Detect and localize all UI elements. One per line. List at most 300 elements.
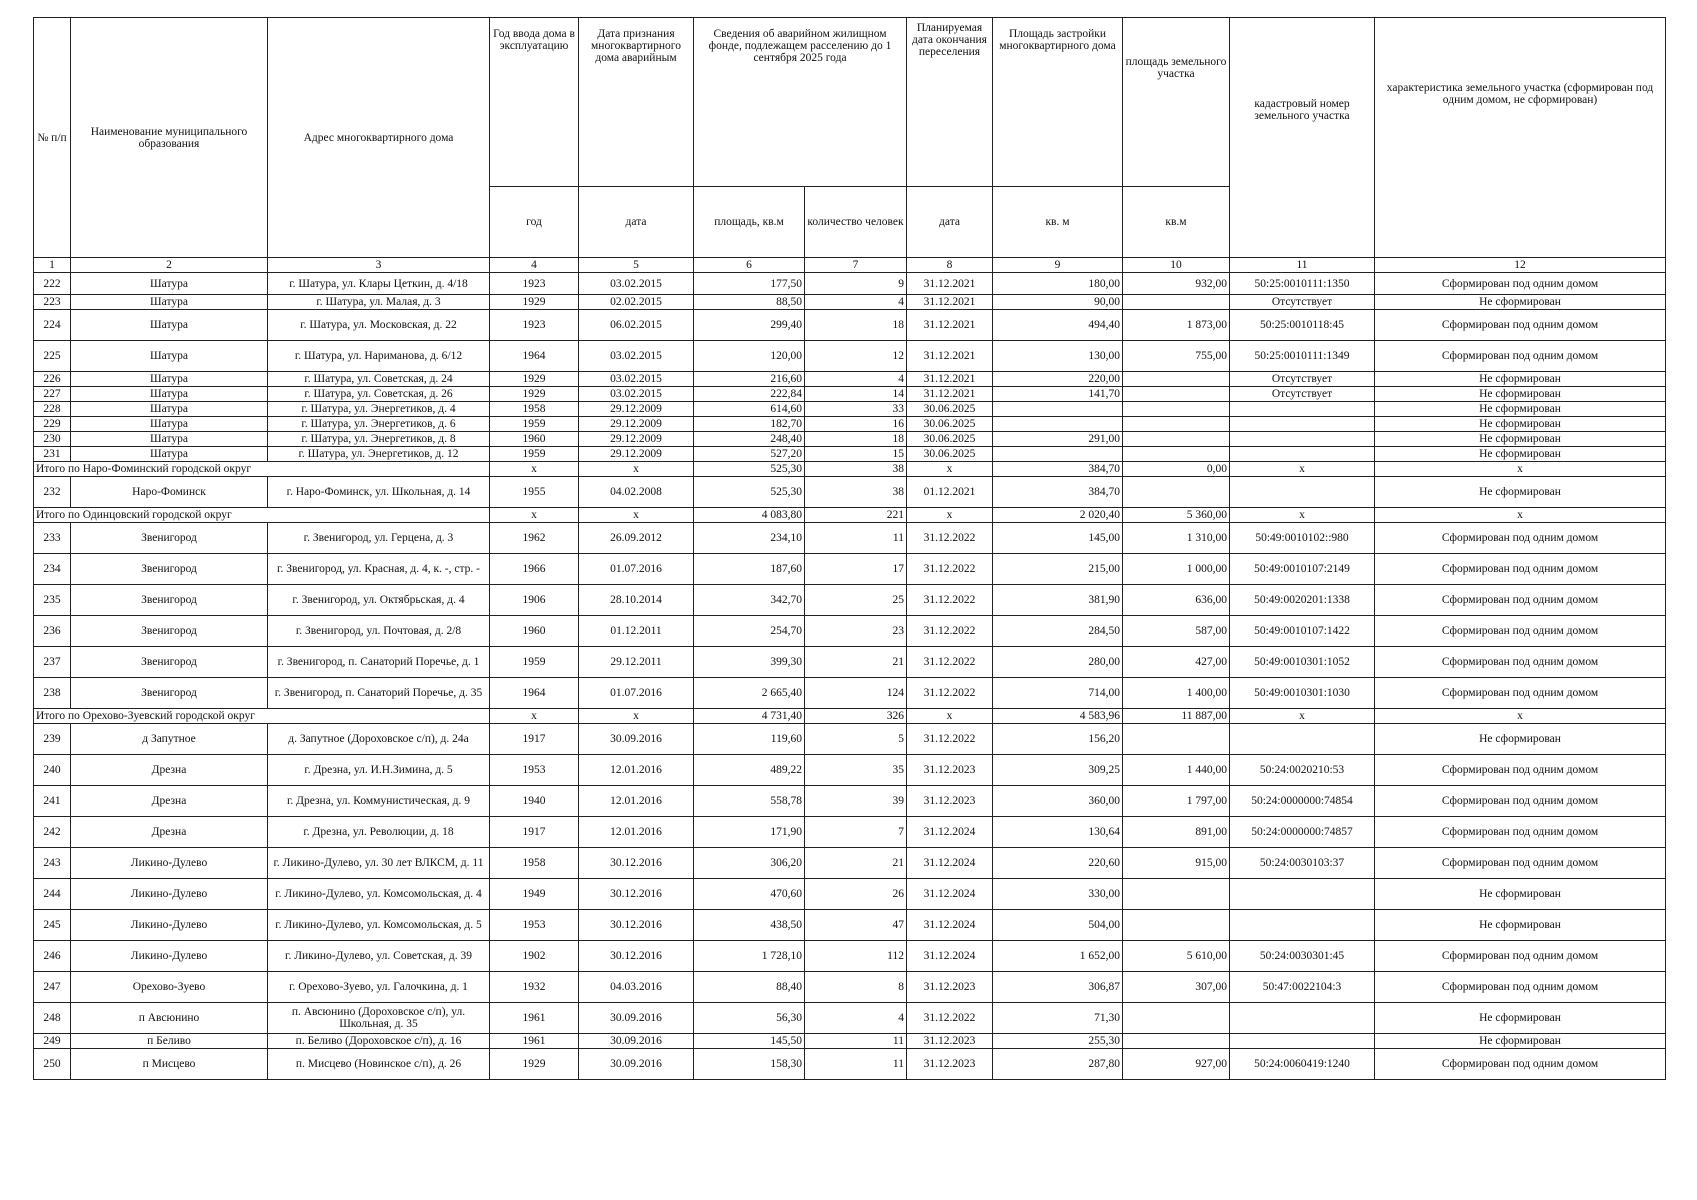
cell-cadastral-number xyxy=(1230,1034,1375,1049)
cell-area: 525,30 xyxy=(694,477,805,508)
table-row xyxy=(34,523,1666,554)
cell-date-emergency: 29.12.2009 xyxy=(579,402,694,417)
cell-municipality: Шатура xyxy=(71,310,268,341)
cell-land-characteristic: Не сформирован xyxy=(1375,372,1666,387)
cell-area: 177,50 xyxy=(694,273,805,295)
table-row xyxy=(34,1049,1666,1080)
cell-land-characteristic: Сформирован под одним домом xyxy=(1375,786,1666,817)
cell-resettle-end: 31.12.2023 xyxy=(907,972,993,1003)
cell-address: г. Ликино-Дулево, ул. Комсомольская, д. 5 xyxy=(268,910,490,941)
cell-area: 171,90 xyxy=(694,817,805,848)
cell-address: г. Звенигород, п. Санаторий Поречье, д. 1 xyxy=(268,647,490,678)
column-number: 10 xyxy=(1123,258,1230,273)
column-number: 11 xyxy=(1230,258,1375,273)
cell-municipality: Шатура xyxy=(71,387,268,402)
table-row xyxy=(34,477,1666,508)
cell-address: г. Шатура, ул. Советская, д. 26 xyxy=(268,387,490,402)
cell-row-num: 238 xyxy=(34,678,71,709)
subtotal-people-count: 221 xyxy=(805,508,907,523)
subtotal-land-characteristic: x xyxy=(1375,462,1666,477)
cell-build-area: 494,40 xyxy=(993,310,1123,341)
cell-date-emergency: 29.12.2009 xyxy=(579,417,694,432)
cell-land-characteristic: Не сформирован xyxy=(1375,1034,1666,1049)
cell-address: г. Наро-Фоминск, ул. Школьная, д. 14 xyxy=(268,477,490,508)
cell-build-area: 130,64 xyxy=(993,817,1123,848)
header-municipality: Наименование муниципального образования xyxy=(71,18,268,258)
subtotal-land-characteristic: x xyxy=(1375,709,1666,724)
subtotal-cadastral-number: x xyxy=(1230,709,1375,724)
cell-resettle-end: 31.12.2022 xyxy=(907,616,993,647)
cell-resettle-end: 31.12.2023 xyxy=(907,755,993,786)
cell-resettle-end: 31.12.2021 xyxy=(907,273,993,295)
cell-people-count: 25 xyxy=(805,585,907,616)
cell-land-area: 891,00 xyxy=(1123,817,1230,848)
cell-address: г. Ликино-Дулево, ул. Советская, д. 39 xyxy=(268,941,490,972)
cell-date-emergency: 12.01.2016 xyxy=(579,817,694,848)
cell-people-count: 11 xyxy=(805,1034,907,1049)
cell-people-count: 4 xyxy=(805,1003,907,1034)
subtotal-resettle-end: x xyxy=(907,508,993,523)
cell-people-count: 35 xyxy=(805,755,907,786)
table-row xyxy=(34,447,1666,462)
cell-build-area: 215,00 xyxy=(993,554,1123,585)
cell-resettle-end: 30.06.2025 xyxy=(907,432,993,447)
header-address: Адрес многоквартирного дома xyxy=(268,18,490,258)
cell-date-emergency: 03.02.2015 xyxy=(579,273,694,295)
cell-land-characteristic: Сформирован под одним домом xyxy=(1375,678,1666,709)
cell-address: г. Шатура, ул. Московская, д. 22 xyxy=(268,310,490,341)
table-row xyxy=(34,786,1666,817)
cell-people-count: 7 xyxy=(805,817,907,848)
cell-cadastral-number: 50:24:0000000:74854 xyxy=(1230,786,1375,817)
cell-municipality: Шатура xyxy=(71,432,268,447)
cell-row-num: 237 xyxy=(34,647,71,678)
cell-cadastral-number: 50:47:0022104:3 xyxy=(1230,972,1375,1003)
subtotal-year-commission: x xyxy=(490,462,579,477)
cell-municipality: д Запутное xyxy=(71,724,268,755)
cell-row-num: 225 xyxy=(34,341,71,372)
subtotal-year-commission: x xyxy=(490,508,579,523)
cell-date-emergency: 04.03.2016 xyxy=(579,972,694,1003)
cell-land-characteristic: Сформирован под одним домом xyxy=(1375,848,1666,879)
cell-area: 489,22 xyxy=(694,755,805,786)
cell-year-commission: 1929 xyxy=(490,1049,579,1080)
cell-municipality: Шатура xyxy=(71,417,268,432)
subtotal-land-area: 5 360,00 xyxy=(1123,508,1230,523)
cell-row-num: 246 xyxy=(34,941,71,972)
header-land-char: характеристика земельного участка (сформирован под одним домом, не сформирован) xyxy=(1375,18,1666,258)
cell-municipality: Ликино-Дулево xyxy=(71,910,268,941)
cell-land-area: 636,00 xyxy=(1123,585,1230,616)
cell-area: 56,30 xyxy=(694,1003,805,1034)
cell-resettle-end: 31.12.2021 xyxy=(907,341,993,372)
table-row xyxy=(34,647,1666,678)
cell-municipality: п Беливо xyxy=(71,1034,268,1049)
cell-year-commission: 1932 xyxy=(490,972,579,1003)
cell-year-commission: 1959 xyxy=(490,447,579,462)
cell-row-num: 227 xyxy=(34,387,71,402)
cell-resettle-end: 31.12.2023 xyxy=(907,786,993,817)
cell-land-area xyxy=(1123,1034,1230,1049)
subtotal-people-count: 38 xyxy=(805,462,907,477)
cell-area: 470,60 xyxy=(694,879,805,910)
cell-row-num: 226 xyxy=(34,372,71,387)
cell-people-count: 17 xyxy=(805,554,907,585)
cell-land-area: 1 797,00 xyxy=(1123,786,1230,817)
cell-build-area xyxy=(993,417,1123,432)
cell-build-area: 1 652,00 xyxy=(993,941,1123,972)
unit-land-area: кв.м xyxy=(1123,187,1230,258)
cell-resettle-end: 31.12.2021 xyxy=(907,310,993,341)
cell-address: г. Шатура, ул. Нариманова, д. 6/12 xyxy=(268,341,490,372)
cell-cadastral-number xyxy=(1230,1003,1375,1034)
cell-municipality: Дрезна xyxy=(71,817,268,848)
subtotal-area: 4 083,80 xyxy=(694,508,805,523)
cell-land-characteristic: Сформирован под одним домом xyxy=(1375,647,1666,678)
cell-year-commission: 1949 xyxy=(490,879,579,910)
table-row xyxy=(34,387,1666,402)
emergency-housing-table xyxy=(33,17,1666,1080)
table-row xyxy=(34,817,1666,848)
cell-cadastral-number xyxy=(1230,432,1375,447)
cell-municipality: Звенигород xyxy=(71,616,268,647)
document-page xyxy=(33,17,1665,1080)
table-row xyxy=(34,972,1666,1003)
cell-year-commission: 1923 xyxy=(490,273,579,295)
cell-date-emergency: 28.10.2014 xyxy=(579,585,694,616)
cell-build-area: 360,00 xyxy=(993,786,1123,817)
cell-people-count: 16 xyxy=(805,417,907,432)
cell-land-area: 1 440,00 xyxy=(1123,755,1230,786)
cell-land-area: 1 873,00 xyxy=(1123,310,1230,341)
cell-year-commission: 1953 xyxy=(490,755,579,786)
cell-date-emergency: 12.01.2016 xyxy=(579,755,694,786)
cell-row-num: 245 xyxy=(34,910,71,941)
cell-land-area: 915,00 xyxy=(1123,848,1230,879)
column-number: 12 xyxy=(1375,258,1666,273)
cell-date-emergency: 30.12.2016 xyxy=(579,910,694,941)
table-row xyxy=(34,755,1666,786)
column-number: 8 xyxy=(907,258,993,273)
cell-land-characteristic: Сформирован под одним домом xyxy=(1375,817,1666,848)
table-row xyxy=(34,724,1666,755)
cell-row-num: 228 xyxy=(34,402,71,417)
cell-resettle-end: 31.12.2024 xyxy=(907,941,993,972)
subtotal-row xyxy=(34,462,1666,477)
header-cadastral: кадастровый номер земельного участка xyxy=(1230,18,1375,258)
subtotal-cadastral-number: x xyxy=(1230,508,1375,523)
cell-land-characteristic: Сформирован под одним домом xyxy=(1375,273,1666,295)
cell-land-characteristic: Сформирован под одним домом xyxy=(1375,585,1666,616)
subtotal-people-count: 326 xyxy=(805,709,907,724)
cell-year-commission: 1953 xyxy=(490,910,579,941)
cell-municipality: Дрезна xyxy=(71,786,268,817)
cell-area: 158,30 xyxy=(694,1049,805,1080)
cell-cadastral-number xyxy=(1230,910,1375,941)
cell-date-emergency: 01.07.2016 xyxy=(579,554,694,585)
cell-address: г. Звенигород, ул. Почтовая, д. 2/8 xyxy=(268,616,490,647)
cell-area: 614,60 xyxy=(694,402,805,417)
cell-date-emergency: 02.02.2015 xyxy=(579,295,694,310)
cell-build-area: 220,00 xyxy=(993,372,1123,387)
cell-year-commission: 1960 xyxy=(490,432,579,447)
cell-people-count: 38 xyxy=(805,477,907,508)
cell-address: г. Звенигород, ул. Герцена, д. 3 xyxy=(268,523,490,554)
cell-row-num: 222 xyxy=(34,273,71,295)
cell-area: 216,60 xyxy=(694,372,805,387)
cell-area: 306,20 xyxy=(694,848,805,879)
cell-municipality: Ликино-Дулево xyxy=(71,848,268,879)
subtotal-label: Итого по Наро-Фоминский городской округ xyxy=(34,462,490,477)
cell-year-commission: 1961 xyxy=(490,1003,579,1034)
cell-build-area: 180,00 xyxy=(993,273,1123,295)
cell-land-area xyxy=(1123,387,1230,402)
cell-resettle-end: 31.12.2024 xyxy=(907,879,993,910)
header-resettle-end: Планируемая дата окончания переселения xyxy=(907,18,993,187)
cell-cadastral-number: 50:49:0010107:1422 xyxy=(1230,616,1375,647)
cell-land-characteristic: Не сформирован xyxy=(1375,447,1666,462)
cell-year-commission: 1929 xyxy=(490,372,579,387)
cell-row-num: 233 xyxy=(34,523,71,554)
cell-cadastral-number xyxy=(1230,417,1375,432)
cell-land-area xyxy=(1123,402,1230,417)
cell-area: 187,60 xyxy=(694,554,805,585)
cell-date-emergency: 29.12.2011 xyxy=(579,647,694,678)
table-row xyxy=(34,585,1666,616)
cell-address: д. Запутное (Дороховское с/п), д. 24а xyxy=(268,724,490,755)
subtotal-date-emergency: x xyxy=(579,709,694,724)
cell-date-emergency: 03.02.2015 xyxy=(579,372,694,387)
cell-land-area: 932,00 xyxy=(1123,273,1230,295)
cell-cadastral-number: 50:24:0030301:45 xyxy=(1230,941,1375,972)
cell-address: г. Шатура, ул. Энергетиков, д. 6 xyxy=(268,417,490,432)
cell-resettle-end: 30.06.2025 xyxy=(907,447,993,462)
cell-municipality: Звенигород xyxy=(71,554,268,585)
cell-cadastral-number: 50:49:0010107:2149 xyxy=(1230,554,1375,585)
cell-address: г. Ликино-Дулево, ул. 30 лет ВЛКСМ, д. 11 xyxy=(268,848,490,879)
table-row xyxy=(34,910,1666,941)
cell-year-commission: 1966 xyxy=(490,554,579,585)
cell-cadastral-number xyxy=(1230,724,1375,755)
cell-area: 88,40 xyxy=(694,972,805,1003)
cell-build-area: 156,20 xyxy=(993,724,1123,755)
cell-people-count: 4 xyxy=(805,372,907,387)
cell-address: г. Звенигород, ул. Октябрьская, д. 4 xyxy=(268,585,490,616)
cell-build-area: 71,30 xyxy=(993,1003,1123,1034)
cell-land-area: 755,00 xyxy=(1123,341,1230,372)
cell-land-characteristic: Не сформирован xyxy=(1375,879,1666,910)
cell-area: 234,10 xyxy=(694,523,805,554)
cell-resettle-end: 31.12.2022 xyxy=(907,678,993,709)
cell-date-emergency: 03.02.2015 xyxy=(579,341,694,372)
cell-municipality: Ликино-Дулево xyxy=(71,879,268,910)
subtotal-year-commission: x xyxy=(490,709,579,724)
cell-year-commission: 1964 xyxy=(490,678,579,709)
cell-land-characteristic: Не сформирован xyxy=(1375,910,1666,941)
cell-municipality: Шатура xyxy=(71,273,268,295)
cell-year-commission: 1959 xyxy=(490,417,579,432)
cell-address: г. Дрезна, ул. Коммунистическая, д. 9 xyxy=(268,786,490,817)
cell-municipality: Шатура xyxy=(71,447,268,462)
cell-area: 254,70 xyxy=(694,616,805,647)
table-row xyxy=(34,417,1666,432)
cell-address: г. Звенигород, п. Санаторий Поречье, д. 35 xyxy=(268,678,490,709)
cell-land-area: 1 310,00 xyxy=(1123,523,1230,554)
cell-resettle-end: 31.12.2022 xyxy=(907,647,993,678)
table-row xyxy=(34,372,1666,387)
cell-cadastral-number: 50:49:0010301:1052 xyxy=(1230,647,1375,678)
cell-build-area: 504,00 xyxy=(993,910,1123,941)
column-number-row xyxy=(34,258,1666,273)
cell-people-count: 26 xyxy=(805,879,907,910)
cell-row-num: 241 xyxy=(34,786,71,817)
cell-area: 527,20 xyxy=(694,447,805,462)
cell-cadastral-number: 50:24:0000000:74857 xyxy=(1230,817,1375,848)
cell-build-area: 714,00 xyxy=(993,678,1123,709)
cell-address: п. Мисцево (Новинское с/п), д. 26 xyxy=(268,1049,490,1080)
cell-people-count: 21 xyxy=(805,848,907,879)
cell-year-commission: 1961 xyxy=(490,1034,579,1049)
cell-people-count: 112 xyxy=(805,941,907,972)
cell-address: г. Шатура, ул. Советская, д. 24 xyxy=(268,372,490,387)
cell-land-characteristic: Не сформирован xyxy=(1375,387,1666,402)
cell-land-area: 5 610,00 xyxy=(1123,941,1230,972)
subtotal-resettle-end: x xyxy=(907,462,993,477)
cell-row-num: 244 xyxy=(34,879,71,910)
cell-resettle-end: 31.12.2022 xyxy=(907,724,993,755)
subtotal-build-area: 2 020,40 xyxy=(993,508,1123,523)
cell-date-emergency: 03.02.2015 xyxy=(579,387,694,402)
cell-land-characteristic: Сформирован под одним домом xyxy=(1375,554,1666,585)
cell-land-characteristic: Сформирован под одним домом xyxy=(1375,310,1666,341)
cell-resettle-end: 31.12.2021 xyxy=(907,372,993,387)
cell-people-count: 5 xyxy=(805,724,907,755)
cell-cadastral-number xyxy=(1230,402,1375,417)
cell-municipality: Шатура xyxy=(71,372,268,387)
cell-resettle-end: 31.12.2022 xyxy=(907,523,993,554)
cell-build-area: 141,70 xyxy=(993,387,1123,402)
cell-year-commission: 1923 xyxy=(490,310,579,341)
column-number: 6 xyxy=(694,258,805,273)
cell-build-area: 145,00 xyxy=(993,523,1123,554)
table-row xyxy=(34,295,1666,310)
cell-municipality: Звенигород xyxy=(71,523,268,554)
subtotal-land-characteristic: x xyxy=(1375,508,1666,523)
cell-area: 119,60 xyxy=(694,724,805,755)
cell-build-area: 130,00 xyxy=(993,341,1123,372)
unit-people: количество человек xyxy=(805,187,907,258)
cell-address: г. Дрезна, ул. Революции, д. 18 xyxy=(268,817,490,848)
cell-date-emergency: 30.12.2016 xyxy=(579,879,694,910)
column-number: 1 xyxy=(34,258,71,273)
table-row xyxy=(34,432,1666,447)
cell-resettle-end: 30.06.2025 xyxy=(907,402,993,417)
cell-people-count: 47 xyxy=(805,910,907,941)
cell-resettle-end: 01.12.2021 xyxy=(907,477,993,508)
cell-land-characteristic: Сформирован под одним домом xyxy=(1375,616,1666,647)
cell-build-area: 287,80 xyxy=(993,1049,1123,1080)
cell-resettle-end: 31.12.2022 xyxy=(907,585,993,616)
cell-year-commission: 1906 xyxy=(490,585,579,616)
cell-land-characteristic: Не сформирован xyxy=(1375,432,1666,447)
cell-people-count: 8 xyxy=(805,972,907,1003)
table-row xyxy=(34,273,1666,295)
cell-cadastral-number: Отсутствует xyxy=(1230,295,1375,310)
cell-municipality: Орехово-Зуево xyxy=(71,972,268,1003)
cell-build-area: 381,90 xyxy=(993,585,1123,616)
cell-date-emergency: 29.12.2009 xyxy=(579,432,694,447)
table-row xyxy=(34,616,1666,647)
cell-cadastral-number: 50:24:0030103:37 xyxy=(1230,848,1375,879)
cell-address: г. Шатура, ул. Энергетиков, д. 8 xyxy=(268,432,490,447)
cell-people-count: 18 xyxy=(805,432,907,447)
cell-row-num: 249 xyxy=(34,1034,71,1049)
cell-land-characteristic: Не сформирован xyxy=(1375,402,1666,417)
cell-land-area: 927,00 xyxy=(1123,1049,1230,1080)
cell-cadastral-number: Отсутствует xyxy=(1230,387,1375,402)
cell-cadastral-number: 50:25:0010118:45 xyxy=(1230,310,1375,341)
cell-address: г. Ликино-Дулево, ул. Комсомольская, д. 4 xyxy=(268,879,490,910)
cell-build-area xyxy=(993,402,1123,417)
column-number: 7 xyxy=(805,258,907,273)
table-row xyxy=(34,678,1666,709)
table-row xyxy=(34,554,1666,585)
cell-area: 299,40 xyxy=(694,310,805,341)
cell-date-emergency: 12.01.2016 xyxy=(579,786,694,817)
cell-resettle-end: 31.12.2024 xyxy=(907,910,993,941)
cell-municipality: Дрезна xyxy=(71,755,268,786)
cell-land-area xyxy=(1123,879,1230,910)
cell-area: 1 728,10 xyxy=(694,941,805,972)
cell-people-count: 15 xyxy=(805,447,907,462)
cell-land-area xyxy=(1123,372,1230,387)
cell-row-num: 223 xyxy=(34,295,71,310)
subtotal-land-area: 0,00 xyxy=(1123,462,1230,477)
cell-year-commission: 1929 xyxy=(490,295,579,310)
cell-cadastral-number xyxy=(1230,477,1375,508)
table-body xyxy=(34,273,1666,1080)
cell-land-characteristic: Не сформирован xyxy=(1375,1003,1666,1034)
cell-people-count: 21 xyxy=(805,647,907,678)
cell-date-emergency: 29.12.2009 xyxy=(579,447,694,462)
cell-area: 2 665,40 xyxy=(694,678,805,709)
cell-land-area: 1 000,00 xyxy=(1123,554,1230,585)
cell-cadastral-number xyxy=(1230,879,1375,910)
cell-area: 342,70 xyxy=(694,585,805,616)
cell-land-area xyxy=(1123,910,1230,941)
cell-people-count: 33 xyxy=(805,402,907,417)
cell-row-num: 236 xyxy=(34,616,71,647)
cell-build-area: 220,60 xyxy=(993,848,1123,879)
cell-address: п. Беливо (Дороховское с/п), д. 16 xyxy=(268,1034,490,1049)
cell-build-area: 306,87 xyxy=(993,972,1123,1003)
column-number: 9 xyxy=(993,258,1123,273)
cell-cadastral-number: 50:25:0010111:1349 xyxy=(1230,341,1375,372)
subtotal-resettle-end: x xyxy=(907,709,993,724)
cell-land-area: 587,00 xyxy=(1123,616,1230,647)
cell-cadastral-number: 50:24:0020210:53 xyxy=(1230,755,1375,786)
subtotal-row xyxy=(34,709,1666,724)
cell-date-emergency: 06.02.2015 xyxy=(579,310,694,341)
table-row xyxy=(34,879,1666,910)
header-year-commission: Год ввода дома в эксплуатацию xyxy=(490,18,579,187)
cell-land-characteristic: Не сформирован xyxy=(1375,295,1666,310)
cell-land-characteristic: Сформирован под одним домом xyxy=(1375,523,1666,554)
cell-row-num: 248 xyxy=(34,1003,71,1034)
cell-municipality: Ликино-Дулево xyxy=(71,941,268,972)
table-row xyxy=(34,848,1666,879)
cell-year-commission: 1917 xyxy=(490,817,579,848)
